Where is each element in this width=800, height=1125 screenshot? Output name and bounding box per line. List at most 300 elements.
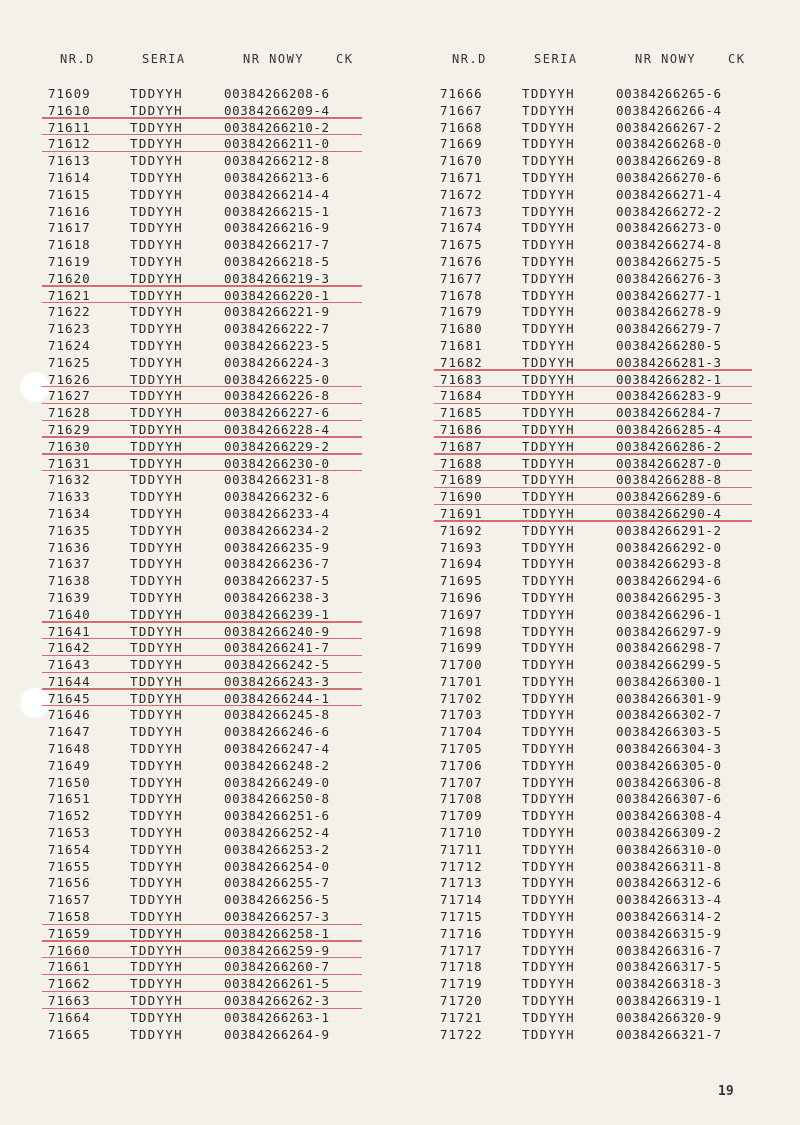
seria-cell: TDDYYH xyxy=(130,673,183,689)
nr-nowy-cell: 00384266220-1 xyxy=(224,287,330,303)
seria-cell: TDDYYH xyxy=(522,489,575,505)
header-ck: CK xyxy=(336,52,354,66)
table-row xyxy=(40,976,400,993)
table-row xyxy=(432,338,792,355)
table-row xyxy=(40,523,400,540)
nr-nowy-cell: 00384266293-8 xyxy=(616,556,722,572)
nr-cell: 71700 xyxy=(440,657,483,673)
nr-nowy-cell: 00384266246-6 xyxy=(224,724,330,740)
table-row xyxy=(432,1027,792,1044)
seria-cell: TDDYYH xyxy=(522,388,575,404)
seria-cell: TDDYYH xyxy=(130,337,183,353)
seria-cell: TDDYYH xyxy=(130,119,183,135)
seria-cell: TDDYYH xyxy=(522,724,575,740)
table-row xyxy=(432,388,792,405)
nr-nowy-cell: 00384266227-6 xyxy=(224,405,330,421)
nr-nowy-cell: 00384266234-2 xyxy=(224,522,330,538)
table-row xyxy=(40,724,400,741)
nr-nowy-cell: 00384266221-9 xyxy=(224,304,330,320)
seria-cell: TDDYYH xyxy=(522,774,575,790)
nr-nowy-cell: 00384266210-2 xyxy=(224,119,330,135)
nr-nowy-cell: 00384266252-4 xyxy=(224,825,330,841)
nr-nowy-cell: 00384266248-2 xyxy=(224,757,330,773)
seria-cell: TDDYYH xyxy=(522,892,575,908)
table-row xyxy=(40,859,400,876)
nr-nowy-cell: 00384266320-9 xyxy=(616,1009,722,1025)
nr-cell: 71617 xyxy=(48,220,91,236)
seria-cell: TDDYYH xyxy=(522,539,575,555)
nr-cell: 71691 xyxy=(440,505,483,521)
nr-nowy-cell: 00384266247-4 xyxy=(224,741,330,757)
nr-nowy-cell: 00384266280-5 xyxy=(616,337,722,353)
nr-cell: 71690 xyxy=(440,489,483,505)
nr-cell: 71704 xyxy=(440,724,483,740)
nr-nowy-cell: 00384266228-4 xyxy=(224,421,330,437)
seria-cell: TDDYYH xyxy=(522,959,575,975)
table-row xyxy=(40,657,400,674)
table-row xyxy=(40,321,400,338)
table-row xyxy=(40,388,400,405)
table-row xyxy=(40,355,400,372)
table-row xyxy=(432,220,792,237)
seria-cell: TDDYYH xyxy=(130,808,183,824)
nr-cell: 71655 xyxy=(48,858,91,874)
nr-nowy-cell: 00384266318-3 xyxy=(616,976,722,992)
seria-cell: TDDYYH xyxy=(130,405,183,421)
seria-cell: TDDYYH xyxy=(522,321,575,337)
table-row xyxy=(40,909,400,926)
seria-cell: TDDYYH xyxy=(130,354,183,370)
nr-cell: 71684 xyxy=(440,388,483,404)
seria-cell: TDDYYH xyxy=(130,169,183,185)
seria-cell: TDDYYH xyxy=(522,102,575,118)
seria-cell: TDDYYH xyxy=(522,287,575,303)
seria-cell: TDDYYH xyxy=(130,253,183,269)
nr-cell: 71625 xyxy=(48,354,91,370)
nr-cell: 71720 xyxy=(440,993,483,1009)
table-row xyxy=(40,271,400,288)
seria-cell: TDDYYH xyxy=(130,86,183,101)
nr-nowy-cell: 00384266240-9 xyxy=(224,623,330,639)
table-row xyxy=(40,204,400,221)
nr-nowy-cell: 00384266243-3 xyxy=(224,673,330,689)
nr-nowy-cell: 00384266298-7 xyxy=(616,640,722,656)
seria-cell: TDDYYH xyxy=(522,522,575,538)
seria-cell: TDDYYH xyxy=(130,237,183,253)
table-row xyxy=(432,136,792,153)
table-row xyxy=(432,170,792,187)
seria-cell: TDDYYH xyxy=(522,1026,575,1042)
nr-cell: 71692 xyxy=(440,522,483,538)
seria-cell: TDDYYH xyxy=(130,925,183,941)
table-row xyxy=(40,758,400,775)
seria-cell: TDDYYH xyxy=(522,169,575,185)
table-row xyxy=(40,136,400,153)
nr-nowy-cell: 00384266250-8 xyxy=(224,791,330,807)
seria-cell: TDDYYH xyxy=(522,808,575,824)
table-row xyxy=(432,724,792,741)
seria-cell: TDDYYH xyxy=(130,690,183,706)
nr-nowy-cell: 00384266319-1 xyxy=(616,993,722,1009)
seria-cell: TDDYYH xyxy=(522,237,575,253)
nr-cell: 71688 xyxy=(440,455,483,471)
seria-cell: TDDYYH xyxy=(522,1009,575,1025)
nr-cell: 71643 xyxy=(48,657,91,673)
table-row xyxy=(432,237,792,254)
nr-nowy-cell: 00384266301-9 xyxy=(616,690,722,706)
seria-cell: TDDYYH xyxy=(130,102,183,118)
seria-cell: TDDYYH xyxy=(130,421,183,437)
nr-nowy-cell: 00384266272-2 xyxy=(616,203,722,219)
table-row xyxy=(40,707,400,724)
seria-cell: TDDYYH xyxy=(522,354,575,370)
table-row xyxy=(40,943,400,960)
seria-cell: TDDYYH xyxy=(522,942,575,958)
seria-cell: TDDYYH xyxy=(130,1009,183,1025)
table-row xyxy=(40,775,400,792)
seria-cell: TDDYYH xyxy=(130,472,183,488)
nr-cell: 71613 xyxy=(48,153,91,169)
nr-cell: 71618 xyxy=(48,237,91,253)
nr-nowy-cell: 00384266284-7 xyxy=(616,405,722,421)
nr-cell: 71677 xyxy=(440,270,483,286)
nr-cell: 71694 xyxy=(440,556,483,572)
nr-cell: 71609 xyxy=(48,86,91,101)
table-row xyxy=(40,573,400,590)
nr-cell: 71713 xyxy=(440,875,483,891)
table-row xyxy=(432,741,792,758)
table-row xyxy=(432,271,792,288)
nr-nowy-cell: 00384266257-3 xyxy=(224,909,330,925)
nr-cell: 71663 xyxy=(48,993,91,1009)
nr-cell: 71698 xyxy=(440,623,483,639)
table-row xyxy=(40,842,400,859)
nr-nowy-cell: 00384266254-0 xyxy=(224,858,330,874)
table-row xyxy=(432,187,792,204)
table-row xyxy=(432,321,792,338)
column-header xyxy=(432,52,792,70)
seria-cell: TDDYYH xyxy=(130,186,183,202)
nr-nowy-cell: 00384266278-9 xyxy=(616,304,722,320)
seria-cell: TDDYYH xyxy=(522,337,575,353)
seria-cell: TDDYYH xyxy=(522,405,575,421)
nr-nowy-cell: 00384266281-3 xyxy=(616,354,722,370)
nr-cell: 71645 xyxy=(48,690,91,706)
seria-cell: TDDYYH xyxy=(130,371,183,387)
nr-cell: 71662 xyxy=(48,976,91,992)
seria-cell: TDDYYH xyxy=(130,841,183,857)
nr-cell: 71651 xyxy=(48,791,91,807)
seria-cell: TDDYYH xyxy=(130,640,183,656)
table-row xyxy=(40,472,400,489)
nr-cell: 71685 xyxy=(440,405,483,421)
table-row xyxy=(432,456,792,473)
table-row xyxy=(432,691,792,708)
nr-nowy-cell: 00384266310-0 xyxy=(616,841,722,857)
nr-nowy-cell: 00384266286-2 xyxy=(616,438,722,454)
table-row xyxy=(432,304,792,321)
nr-cell: 71660 xyxy=(48,942,91,958)
table-row xyxy=(40,405,400,422)
table-row xyxy=(432,842,792,859)
seria-cell: TDDYYH xyxy=(130,741,183,757)
nr-nowy-cell: 00384266214-4 xyxy=(224,186,330,202)
nr-nowy-cell: 00384266245-8 xyxy=(224,707,330,723)
nr-nowy-cell: 00384266317-5 xyxy=(616,959,722,975)
seria-cell: TDDYYH xyxy=(130,942,183,958)
seria-cell: TDDYYH xyxy=(130,539,183,555)
table-row xyxy=(432,607,792,624)
seria-cell: TDDYYH xyxy=(130,438,183,454)
nr-nowy-cell: 00384266307-6 xyxy=(616,791,722,807)
nr-nowy-cell: 00384266223-5 xyxy=(224,337,330,353)
table-row xyxy=(432,892,792,909)
nr-nowy-cell: 00384266321-7 xyxy=(616,1026,722,1042)
table-row xyxy=(40,304,400,321)
seria-cell: TDDYYH xyxy=(130,657,183,673)
header-ck: CK xyxy=(728,52,746,66)
nr-cell: 71627 xyxy=(48,388,91,404)
table-row xyxy=(40,691,400,708)
nr-nowy-cell: 00384266279-7 xyxy=(616,321,722,337)
seria-cell: TDDYYH xyxy=(522,976,575,992)
seria-cell: TDDYYH xyxy=(522,825,575,841)
nr-cell: 71678 xyxy=(440,287,483,303)
nr-cell: 71687 xyxy=(440,438,483,454)
seria-cell: TDDYYH xyxy=(130,489,183,505)
table-row xyxy=(432,439,792,456)
table-row xyxy=(432,825,792,842)
nr-nowy-cell: 00384266229-2 xyxy=(224,438,330,454)
nr-nowy-cell: 00384266244-1 xyxy=(224,690,330,706)
table-row xyxy=(40,1010,400,1027)
nr-nowy-cell: 00384266230-0 xyxy=(224,455,330,471)
nr-nowy-cell: 00384266233-4 xyxy=(224,505,330,521)
seria-cell: TDDYYH xyxy=(522,841,575,857)
seria-cell: TDDYYH xyxy=(130,455,183,471)
nr-nowy-cell: 00384266276-3 xyxy=(616,270,722,286)
right-rows xyxy=(432,86,792,1043)
table-row xyxy=(432,103,792,120)
nr-cell: 71664 xyxy=(48,1009,91,1025)
seria-cell: TDDYYH xyxy=(522,186,575,202)
seria-cell: TDDYYH xyxy=(522,220,575,236)
nr-nowy-cell: 00384266242-5 xyxy=(224,657,330,673)
nr-nowy-cell: 00384266299-5 xyxy=(616,657,722,673)
nr-cell: 71653 xyxy=(48,825,91,841)
nr-nowy-cell: 00384266283-9 xyxy=(616,388,722,404)
seria-cell: TDDYYH xyxy=(522,657,575,673)
table-row xyxy=(40,288,400,305)
seria-cell: TDDYYH xyxy=(522,741,575,757)
nr-nowy-cell: 00384266259-9 xyxy=(224,942,330,958)
nr-cell: 71652 xyxy=(48,808,91,824)
table-row xyxy=(432,153,792,170)
seria-cell: TDDYYH xyxy=(130,959,183,975)
nr-cell: 71619 xyxy=(48,253,91,269)
table-row xyxy=(40,120,400,137)
nr-nowy-cell: 00384266239-1 xyxy=(224,606,330,622)
table-row xyxy=(432,254,792,271)
seria-cell: TDDYYH xyxy=(522,136,575,152)
nr-nowy-cell: 00384266238-3 xyxy=(224,589,330,605)
nr-nowy-cell: 00384266235-9 xyxy=(224,539,330,555)
nr-cell: 71672 xyxy=(440,186,483,202)
nr-cell: 71706 xyxy=(440,757,483,773)
table-row xyxy=(432,120,792,137)
nr-nowy-cell: 00384266260-7 xyxy=(224,959,330,975)
table-row xyxy=(432,405,792,422)
seria-cell: TDDYYH xyxy=(130,875,183,891)
nr-nowy-cell: 00384266312-6 xyxy=(616,875,722,891)
nr-cell: 71658 xyxy=(48,909,91,925)
nr-cell: 71640 xyxy=(48,606,91,622)
nr-nowy-cell: 00384266270-6 xyxy=(616,169,722,185)
seria-cell: TDDYYH xyxy=(522,472,575,488)
nr-cell: 71616 xyxy=(48,203,91,219)
nr-nowy-cell: 00384266308-4 xyxy=(616,808,722,824)
nr-cell: 71642 xyxy=(48,640,91,656)
nr-cell: 71711 xyxy=(440,841,483,857)
seria-cell: TDDYYH xyxy=(522,606,575,622)
nr-nowy-cell: 00384266273-0 xyxy=(616,220,722,236)
nr-nowy-cell: 00384266211-0 xyxy=(224,136,330,152)
table-row xyxy=(432,573,792,590)
nr-nowy-cell: 00384266288-8 xyxy=(616,472,722,488)
table-row xyxy=(432,875,792,892)
table-row xyxy=(40,237,400,254)
nr-cell: 71716 xyxy=(440,925,483,941)
nr-nowy-cell: 00384266294-6 xyxy=(616,573,722,589)
nr-nowy-cell: 00384266224-3 xyxy=(224,354,330,370)
nr-nowy-cell: 00384266300-1 xyxy=(616,673,722,689)
nr-nowy-cell: 00384266303-5 xyxy=(616,724,722,740)
seria-cell: TDDYYH xyxy=(130,623,183,639)
nr-cell: 71610 xyxy=(48,102,91,118)
nr-cell: 71636 xyxy=(48,539,91,555)
header-nr: NR.D xyxy=(452,52,487,66)
nr-cell: 71626 xyxy=(48,371,91,387)
table-row xyxy=(40,372,400,389)
nr-nowy-cell: 00384266249-0 xyxy=(224,774,330,790)
nr-cell: 71680 xyxy=(440,321,483,337)
seria-cell: TDDYYH xyxy=(130,707,183,723)
seria-cell: TDDYYH xyxy=(522,556,575,572)
nr-nowy-cell: 00384266287-0 xyxy=(616,455,722,471)
nr-nowy-cell: 00384266292-0 xyxy=(616,539,722,555)
table-row xyxy=(40,338,400,355)
nr-cell: 71696 xyxy=(440,589,483,605)
table-row xyxy=(40,993,400,1010)
table-row xyxy=(432,355,792,372)
nr-nowy-cell: 00384266236-7 xyxy=(224,556,330,572)
seria-cell: TDDYYH xyxy=(522,858,575,874)
nr-cell: 71641 xyxy=(48,623,91,639)
nr-cell: 71710 xyxy=(440,825,483,841)
table-row xyxy=(432,959,792,976)
header-nr-nowy: NR NOWY xyxy=(243,52,305,66)
table-row xyxy=(432,791,792,808)
nr-nowy-cell: 00384266314-2 xyxy=(616,909,722,925)
seria-cell: TDDYYH xyxy=(522,690,575,706)
nr-cell: 71634 xyxy=(48,505,91,521)
nr-cell: 71675 xyxy=(440,237,483,253)
table-row xyxy=(432,422,792,439)
table-row xyxy=(40,153,400,170)
seria-cell: TDDYYH xyxy=(130,606,183,622)
seria-cell: TDDYYH xyxy=(130,825,183,841)
nr-cell: 71686 xyxy=(440,421,483,437)
nr-nowy-cell: 00384266304-3 xyxy=(616,741,722,757)
nr-nowy-cell: 00384266208-6 xyxy=(224,86,330,101)
table-row xyxy=(40,640,400,657)
nr-nowy-cell: 00384266271-4 xyxy=(616,186,722,202)
seria-cell: TDDYYH xyxy=(522,119,575,135)
nr-cell: 71654 xyxy=(48,841,91,857)
table-row xyxy=(432,976,792,993)
table-row xyxy=(40,674,400,691)
nr-cell: 71614 xyxy=(48,169,91,185)
nr-cell: 71697 xyxy=(440,606,483,622)
header-nr-nowy: NR NOWY xyxy=(635,52,697,66)
nr-nowy-cell: 00384266262-3 xyxy=(224,993,330,1009)
nr-cell: 71630 xyxy=(48,438,91,454)
nr-nowy-cell: 00384266212-8 xyxy=(224,153,330,169)
table-row xyxy=(432,707,792,724)
seria-cell: TDDYYH xyxy=(522,86,575,101)
nr-nowy-cell: 00384266241-7 xyxy=(224,640,330,656)
seria-cell: TDDYYH xyxy=(130,573,183,589)
seria-cell: TDDYYH xyxy=(130,909,183,925)
nr-cell: 71657 xyxy=(48,892,91,908)
nr-nowy-cell: 00384266256-5 xyxy=(224,892,330,908)
nr-cell: 71650 xyxy=(48,774,91,790)
seria-cell: TDDYYH xyxy=(130,1026,183,1042)
nr-cell: 71632 xyxy=(48,472,91,488)
seria-cell: TDDYYH xyxy=(522,875,575,891)
nr-cell: 71722 xyxy=(440,1026,483,1042)
table-row xyxy=(40,103,400,120)
nr-cell: 71681 xyxy=(440,337,483,353)
nr-cell: 71674 xyxy=(440,220,483,236)
nr-nowy-cell: 00384266295-3 xyxy=(616,589,722,605)
seria-cell: TDDYYH xyxy=(130,791,183,807)
table-row xyxy=(40,439,400,456)
nr-nowy-cell: 00384266313-4 xyxy=(616,892,722,908)
seria-cell: TDDYYH xyxy=(522,421,575,437)
nr-cell: 71624 xyxy=(48,337,91,353)
nr-nowy-cell: 00384266264-9 xyxy=(224,1026,330,1042)
nr-cell: 71718 xyxy=(440,959,483,975)
nr-nowy-cell: 00384266274-8 xyxy=(616,237,722,253)
seria-cell: TDDYYH xyxy=(130,589,183,605)
table-row xyxy=(432,926,792,943)
nr-nowy-cell: 00384266309-2 xyxy=(616,825,722,841)
table-row xyxy=(432,590,792,607)
header-nr: NR.D xyxy=(60,52,95,66)
nr-cell: 71676 xyxy=(440,253,483,269)
nr-nowy-cell: 00384266215-1 xyxy=(224,203,330,219)
nr-nowy-cell: 00384266290-4 xyxy=(616,505,722,521)
nr-cell: 71679 xyxy=(440,304,483,320)
seria-cell: TDDYYH xyxy=(522,270,575,286)
nr-cell: 71682 xyxy=(440,354,483,370)
nr-cell: 71638 xyxy=(48,573,91,589)
table-row xyxy=(40,808,400,825)
table-row xyxy=(40,187,400,204)
nr-nowy-cell: 00384266231-8 xyxy=(224,472,330,488)
nr-nowy-cell: 00384266316-7 xyxy=(616,942,722,958)
